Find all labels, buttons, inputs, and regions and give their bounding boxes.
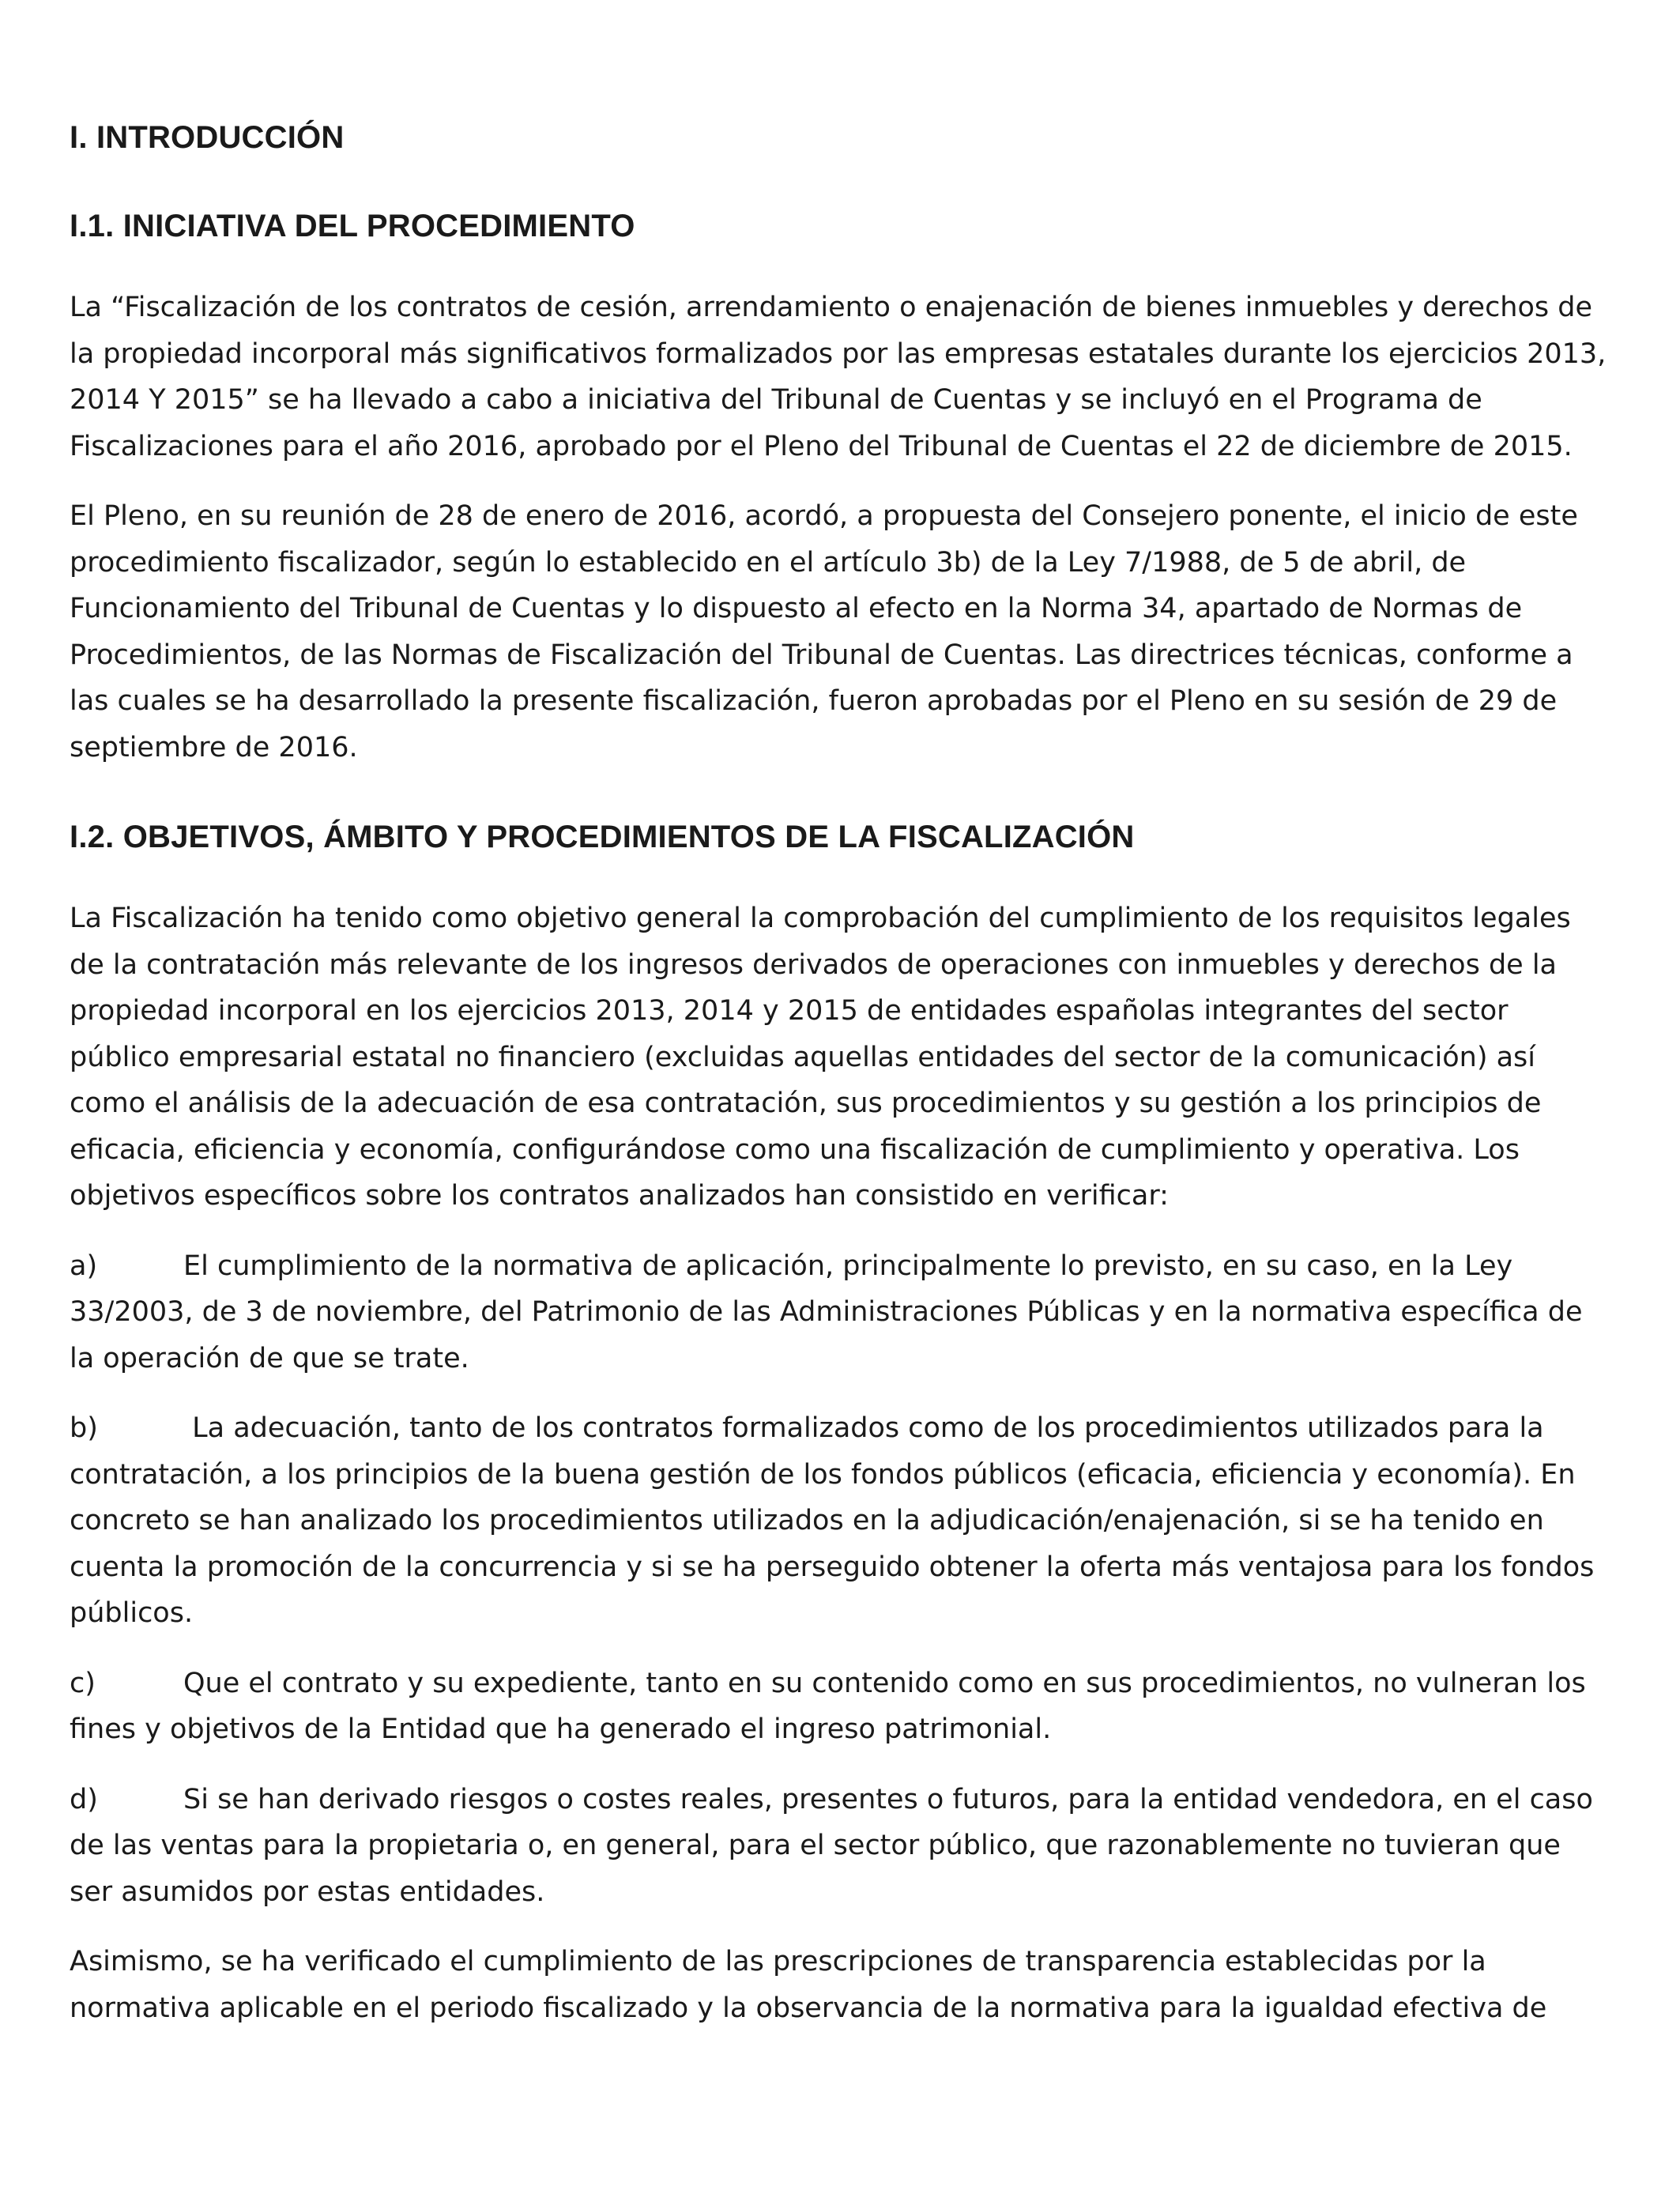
list-item-b	[70, 1405, 1610, 1637]
list-item-text: La adecuación, tanto de los contratos formalizados como de los procedimientos utilizados para la contratación, a los principios de la buena gestión de los fondos públicos (eficacia, eficiencia y economía). En concreto se han analizado los procedimientos utilizados en la adjudicación/enajenación, si se ha tenido en cuenta la promoción de la concurrencia y si se ha perseguido obtener la oferta más ventajosa para los fondos públicos.	[70, 1412, 1595, 1629]
list-item-c	[70, 1661, 1610, 1753]
heading-iniciativa: I.1. INICIATIVA DEL PROCEDIMIENTO	[70, 209, 635, 243]
paragraph-objetivos-intro: La Fiscalización ha tenido como objetivo general la comprobación del cumplimiento de los requisitos legales de la contratación más relevante de los ingresos derivados de operaciones con inmuebles y derechos de la propiedad incorporal en los ejercicios 2013, 2014 y 2015 de entidades españolas integrantes del sector público empresarial estatal no financiero (excluidas aquellas entidades del sector de la comunicación) así como el análisis de la adecuación de esa contratación, sus procedimientos y su gestión a los principios de eficacia, eficiencia y economía, configurándose como una fiscalización de cumplimiento y operativa. Los objetivos específicos sobre los contratos analizados han consistido en verificar:	[70, 903, 1571, 1212]
heading-introduccion: I. INTRODUCCIÓN	[70, 120, 345, 155]
list-item-d	[70, 1777, 1610, 1916]
list-item-text: El cumplimiento de la normativa de aplicación, principalmente lo previsto, en su caso, en la Ley 33/2003, de 3 de noviembre, del Patrimonio de las Administraciones Públicas y en la normativa específica de la operación de que se trate.	[70, 1250, 1583, 1374]
document-page	[70, 119, 1610, 2055]
list-item-text: Si se han derivado riesgos o costes reales, presentes o futuros, para la entidad vendedora, en el caso de las ventas para la propietaria o, en general, para el sector público, que razonablemente no tuvieran que ser asumidos por estas entidades.	[70, 1783, 1593, 1908]
paragraph-closing: Asimismo, se ha verificado el cumplimiento de las prescripciones de transparencia establecidas por la normativa aplicable en el periodo fiscalizado y la observancia de la normativa para la igualdad efectiva de	[70, 1946, 1547, 2024]
list-item-a	[70, 1243, 1610, 1382]
list-item-label: a)	[70, 1250, 98, 1282]
heading-objetivos: I.2. OBJETIVOS, ÁMBITO Y PROCEDIMIENTOS DE LA FISCALIZACIÓN	[70, 820, 1135, 854]
list-item-label: b)	[70, 1412, 98, 1444]
paragraph-iniciativa-2: El Pleno, en su reunión de 28 de enero de 2016, acordó, a propuesta del Consejero ponente, el inicio de este procedimiento fiscalizador, según lo establecido en el artículo 3b) de la Ley 7/1988, de 5 de abril, de Funcionamiento del Tribunal de Cuentas y lo dispuesto al efecto en la Norma 34, apartado de Normas de Procedimientos, de las Normas de Fiscalización del Tribunal de Cuentas. Las directrices técnicas, conforme a las cuales se ha desarrollado la presente fiscalización, fueron aprobadas por el Pleno en su sesión de 29 de septiembre de 2016.	[70, 500, 1578, 763]
list-item-label: c)	[70, 1667, 96, 1699]
paragraph-iniciativa-1: La “Fiscalización de los contratos de cesión, arrendamiento o enajenación de bienes inmuebles y derechos de la propiedad incorporal más significativos formalizados por las empresas estatales durante los ejercicios 2013, 2014 Y 2015” se ha llevado a cabo a iniciativa del Tribunal de Cuentas y se incluyó en el Programa de Fiscalizaciones para el año 2016, aprobado por el Pleno del Tribunal de Cuentas el 22 de diciembre de 2015.	[70, 292, 1607, 462]
list-item-text: Que el contrato y su expediente, tanto en su contenido como en sus procedimientos, no vulneran los fines y objetivos de la Entidad que ha generado el ingreso patrimonial.	[70, 1667, 1586, 1745]
list-item-label: d)	[70, 1783, 98, 1815]
